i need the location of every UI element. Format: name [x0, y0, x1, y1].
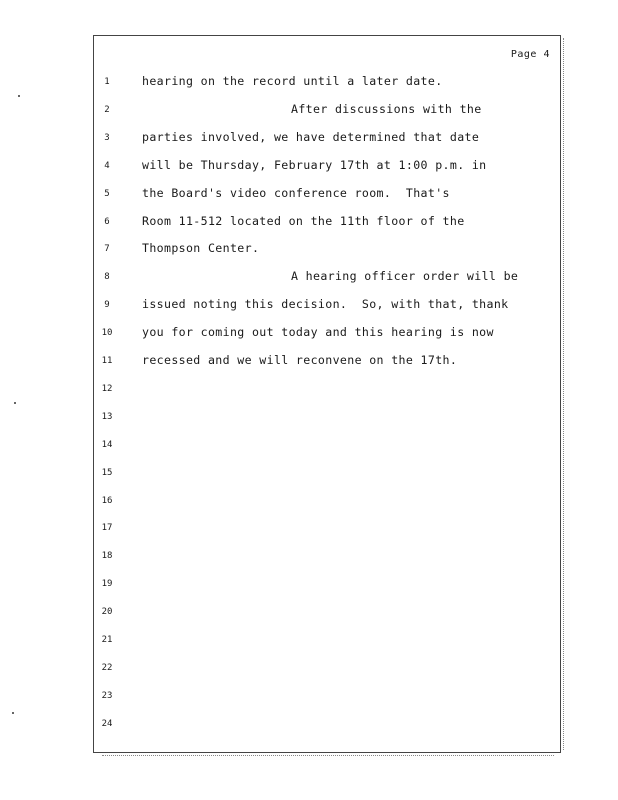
footer-rule [102, 755, 554, 756]
scan-speck [18, 95, 20, 97]
line-number: 4 [104, 160, 110, 171]
line-number: 16 [101, 495, 113, 506]
transcript-line-text: After discussions with the [291, 101, 482, 116]
line-number: 3 [104, 132, 110, 143]
transcript-line-text: issued noting this decision. So, with that, thank [142, 297, 509, 312]
line-number: 1 [104, 77, 110, 87]
line-number: 24 [101, 718, 113, 729]
transcript-line-text: will be Thursday, February 17th at 1:00 p.m. in [142, 157, 487, 172]
line-number: 2 [104, 104, 110, 115]
line-number: 21 [101, 635, 113, 645]
transcript-line-text: parties involved, we have determined that date [142, 129, 480, 144]
scan-speck [14, 402, 16, 404]
line-number: 6 [104, 216, 110, 227]
line-number: 9 [104, 300, 110, 311]
line-number: 19 [101, 579, 113, 590]
line-number: 22 [101, 662, 113, 673]
line-number: 17 [101, 523, 113, 534]
transcript-line-text: hearing on the record until a later date. [142, 74, 443, 88]
line-number: 18 [101, 551, 113, 562]
transcript-line-text: recessed and we will reconvene on the 17th. [142, 353, 458, 367]
line-number: 12 [101, 383, 113, 394]
page-number-label: Page 4 [510, 49, 550, 60]
transcript-line-text: Thompson Center. [142, 241, 260, 256]
transcript-line-text: A hearing officer order will be [291, 269, 519, 284]
line-number: 13 [101, 411, 113, 422]
line-number: 7 [104, 244, 110, 255]
line-number: 5 [104, 188, 110, 199]
transcript-line-text: Room 11-512 located on the 11th floor of the [142, 213, 465, 228]
scan-speck [12, 712, 14, 714]
line-number: 15 [101, 467, 113, 478]
line-number: 23 [101, 690, 113, 701]
transcript-line-text: the Board's video conference room. That's [142, 185, 450, 200]
line-number: 20 [101, 607, 113, 618]
line-number: 8 [104, 272, 110, 283]
line-number: 11 [101, 356, 113, 366]
transcript-line-text: you for coming out today and this hearing is now [142, 325, 494, 340]
line-number: 14 [101, 439, 113, 450]
line-number: 10 [101, 328, 113, 339]
